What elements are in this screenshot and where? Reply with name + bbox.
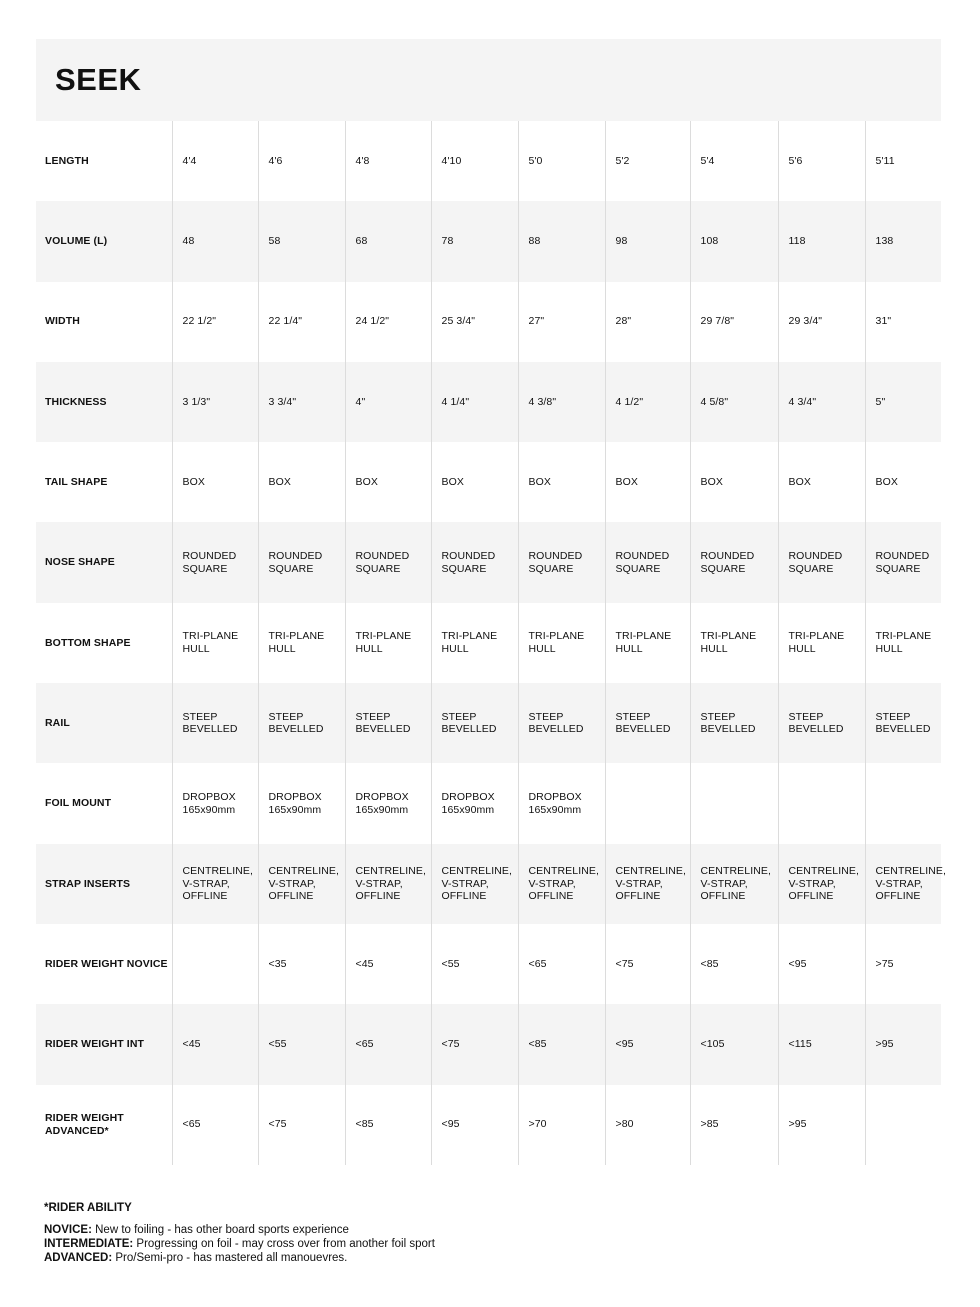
table-cell: <65 <box>345 1004 431 1084</box>
table-cell: 22 1/4" <box>258 282 345 362</box>
table-cell <box>865 1085 941 1165</box>
table-cell: ROUNDED SQUARE <box>778 522 865 602</box>
table-cell: 25 3/4" <box>431 282 518 362</box>
spec-sheet <box>36 39 947 1165</box>
table-row <box>36 683 941 763</box>
table-cell: 24 1/2" <box>345 282 431 362</box>
table-cell: 4'6 <box>258 121 345 201</box>
table-cell: 29 3/4" <box>778 282 865 362</box>
table-cell: >95 <box>865 1004 941 1084</box>
table-row <box>36 362 941 442</box>
table-cell: CENTRELINE, V-STRAP, OFFLINE <box>345 844 431 924</box>
table-cell: STEEP BEVELLED <box>605 683 690 763</box>
table-cell: STEEP BEVELLED <box>258 683 345 763</box>
table-cell: <35 <box>258 924 345 1004</box>
table-row <box>36 1085 941 1165</box>
table-cell: 4 3/8" <box>518 362 605 442</box>
table-cell: CENTRELINE, V-STRAP, OFFLINE <box>431 844 518 924</box>
table-cell: 4" <box>345 362 431 442</box>
table-cell: 28" <box>605 282 690 362</box>
table-cell: ROUNDED SQUARE <box>258 522 345 602</box>
row-label: RIDER WEIGHT INT <box>45 1038 145 1051</box>
row-label: THICKNESS <box>45 395 107 408</box>
table-cell: ROUNDED SQUARE <box>865 522 941 602</box>
row-label: RIDER WEIGHT NOVICE <box>45 957 168 970</box>
table-cell: <95 <box>605 1004 690 1084</box>
table-cell: 5'11 <box>865 121 941 201</box>
table-cell: DROPBOX 165x90mm <box>431 763 518 843</box>
table-cell: 4 3/4" <box>778 362 865 442</box>
table-cell: TRI-PLANE HULL <box>605 603 690 683</box>
table-cell: 4 1/2" <box>605 362 690 442</box>
table-cell: <85 <box>518 1004 605 1084</box>
table-cell: CENTRELINE, V-STRAP, OFFLINE <box>605 844 690 924</box>
table-cell: DROPBOX 165x90mm <box>345 763 431 843</box>
table-cell: BOX <box>258 442 345 522</box>
table-cell: 108 <box>690 201 778 281</box>
table-row <box>36 763 941 843</box>
table-cell: 4'8 <box>345 121 431 201</box>
note-intermediate <box>44 1237 435 1251</box>
table-cell: TRI-PLANE HULL <box>258 603 345 683</box>
note-text: Progressing on foil - may cross over from another foil sport <box>133 1238 435 1250</box>
table-cell: <45 <box>172 1004 258 1084</box>
note-term: INTERMEDIATE: <box>44 1238 134 1250</box>
row-label: WIDTH <box>45 315 80 328</box>
table-cell: 5'4 <box>690 121 778 201</box>
table-cell: BOX <box>605 442 690 522</box>
row-label: NOSE SHAPE <box>45 556 115 569</box>
row-label: RAIL <box>45 716 70 729</box>
table-cell: <105 <box>690 1004 778 1084</box>
table-row <box>36 522 941 602</box>
table-cell: CENTRELINE, V-STRAP, OFFLINE <box>690 844 778 924</box>
table-cell: ROUNDED SQUARE <box>431 522 518 602</box>
note-text: Pro/Semi-pro - has mastered all manouevres. <box>112 1252 348 1264</box>
table-cell <box>605 763 690 843</box>
table-cell: ROUNDED SQUARE <box>518 522 605 602</box>
row-label: TAIL SHAPE <box>45 476 108 489</box>
note-term: NOVICE: <box>44 1224 92 1236</box>
spec-table-body <box>36 121 947 1165</box>
note-novice <box>44 1223 435 1237</box>
table-cell: 118 <box>778 201 865 281</box>
table-cell: <75 <box>605 924 690 1004</box>
table-cell: CENTRELINE, V-STRAP, OFFLINE <box>778 844 865 924</box>
table-cell: <45 <box>345 924 431 1004</box>
table-row <box>36 201 941 281</box>
table-cell: 5'2 <box>605 121 690 201</box>
table-cell: 5'6 <box>778 121 865 201</box>
table-cell: <95 <box>778 924 865 1004</box>
note-term: ADVANCED: <box>44 1252 113 1264</box>
table-cell: 4'10 <box>431 121 518 201</box>
notes-title: *RIDER ABILITY <box>44 1202 132 1214</box>
table-cell: <85 <box>345 1085 431 1165</box>
table-cell: TRI-PLANE HULL <box>865 603 941 683</box>
table-cell: BOX <box>865 442 941 522</box>
table-cell <box>778 763 865 843</box>
rider-ability-notes <box>44 1201 435 1265</box>
table-cell: DROPBOX 165x90mm <box>172 763 258 843</box>
table-cell: ROUNDED SQUARE <box>605 522 690 602</box>
table-cell: 3 1/3" <box>172 362 258 442</box>
table-cell: 5'0 <box>518 121 605 201</box>
title-bar <box>36 39 941 121</box>
row-label: RIDER WEIGHT ADVANCED* <box>45 1112 124 1137</box>
table-cell: >85 <box>690 1085 778 1165</box>
table-cell: 4 5/8" <box>690 362 778 442</box>
table-cell: 3 3/4" <box>258 362 345 442</box>
table-cell: BOX <box>345 442 431 522</box>
table-cell: DROPBOX 165x90mm <box>518 763 605 843</box>
row-label: BOTTOM SHAPE <box>45 636 131 649</box>
table-cell <box>865 763 941 843</box>
table-cell: 4 1/4" <box>431 362 518 442</box>
table-cell: STEEP BEVELLED <box>865 683 941 763</box>
table-cell: CENTRELINE, V-STRAP, OFFLINE <box>172 844 258 924</box>
table-row <box>36 121 941 201</box>
table-cell: BOX <box>690 442 778 522</box>
table-cell <box>690 763 778 843</box>
table-cell: 31" <box>865 282 941 362</box>
table-cell: BOX <box>172 442 258 522</box>
table-cell: <65 <box>518 924 605 1004</box>
table-cell: <115 <box>778 1004 865 1084</box>
table-cell: >95 <box>778 1085 865 1165</box>
table-cell: ROUNDED SQUARE <box>172 522 258 602</box>
table-row <box>36 442 941 522</box>
table-cell: TRI-PLANE HULL <box>690 603 778 683</box>
table-cell: CENTRELINE, V-STRAP, OFFLINE <box>518 844 605 924</box>
table-cell: 88 <box>518 201 605 281</box>
table-cell: <55 <box>258 1004 345 1084</box>
table-cell: ROUNDED SQUARE <box>345 522 431 602</box>
table-row <box>36 844 941 924</box>
table-cell: CENTRELINE, V-STRAP, OFFLINE <box>258 844 345 924</box>
table-cell: BOX <box>518 442 605 522</box>
table-cell: TRI-PLANE HULL <box>518 603 605 683</box>
note-advanced <box>44 1251 435 1265</box>
table-row <box>36 603 941 683</box>
table-cell: 78 <box>431 201 518 281</box>
table-cell: STEEP BEVELLED <box>172 683 258 763</box>
table-row <box>36 282 941 362</box>
table-cell: TRI-PLANE HULL <box>431 603 518 683</box>
table-cell: <65 <box>172 1085 258 1165</box>
table-cell: 138 <box>865 201 941 281</box>
spec-table <box>36 121 947 1165</box>
table-cell: <75 <box>258 1085 345 1165</box>
table-cell: STEEP BEVELLED <box>690 683 778 763</box>
table-cell: 58 <box>258 201 345 281</box>
row-label: LENGTH <box>45 154 89 167</box>
note-text: New to foiling - has other board sports experience <box>91 1224 349 1236</box>
table-cell: BOX <box>431 442 518 522</box>
table-row <box>36 1004 941 1084</box>
table-cell: 27" <box>518 282 605 362</box>
table-cell: 29 7/8" <box>690 282 778 362</box>
table-cell: DROPBOX 165x90mm <box>258 763 345 843</box>
table-row <box>36 924 941 1004</box>
table-cell: <55 <box>431 924 518 1004</box>
table-cell: 48 <box>172 201 258 281</box>
table-cell: STEEP BEVELLED <box>345 683 431 763</box>
table-cell: TRI-PLANE HULL <box>778 603 865 683</box>
table-cell: STEEP BEVELLED <box>431 683 518 763</box>
table-cell: 4'4 <box>172 121 258 201</box>
table-cell: TRI-PLANE HULL <box>345 603 431 683</box>
table-cell: STEEP BEVELLED <box>778 683 865 763</box>
table-cell: <75 <box>431 1004 518 1084</box>
row-label: FOIL MOUNT <box>45 797 112 810</box>
table-cell <box>172 924 258 1004</box>
table-cell: 68 <box>345 201 431 281</box>
table-cell: 98 <box>605 201 690 281</box>
table-cell: STEEP BEVELLED <box>518 683 605 763</box>
page-title: SEEK <box>55 62 142 97</box>
table-cell: CENTRELINE, V-STRAP, OFFLINE <box>865 844 941 924</box>
table-cell: TRI-PLANE HULL <box>172 603 258 683</box>
row-label: VOLUME (L) <box>45 235 108 248</box>
row-label: STRAP INSERTS <box>45 877 131 890</box>
table-cell: >75 <box>865 924 941 1004</box>
table-cell: <95 <box>431 1085 518 1165</box>
table-cell: <85 <box>690 924 778 1004</box>
table-cell: ROUNDED SQUARE <box>690 522 778 602</box>
table-cell: 5" <box>865 362 941 442</box>
table-cell: BOX <box>778 442 865 522</box>
table-cell: 22 1/2" <box>172 282 258 362</box>
table-cell: >70 <box>518 1085 605 1165</box>
table-cell: >80 <box>605 1085 690 1165</box>
